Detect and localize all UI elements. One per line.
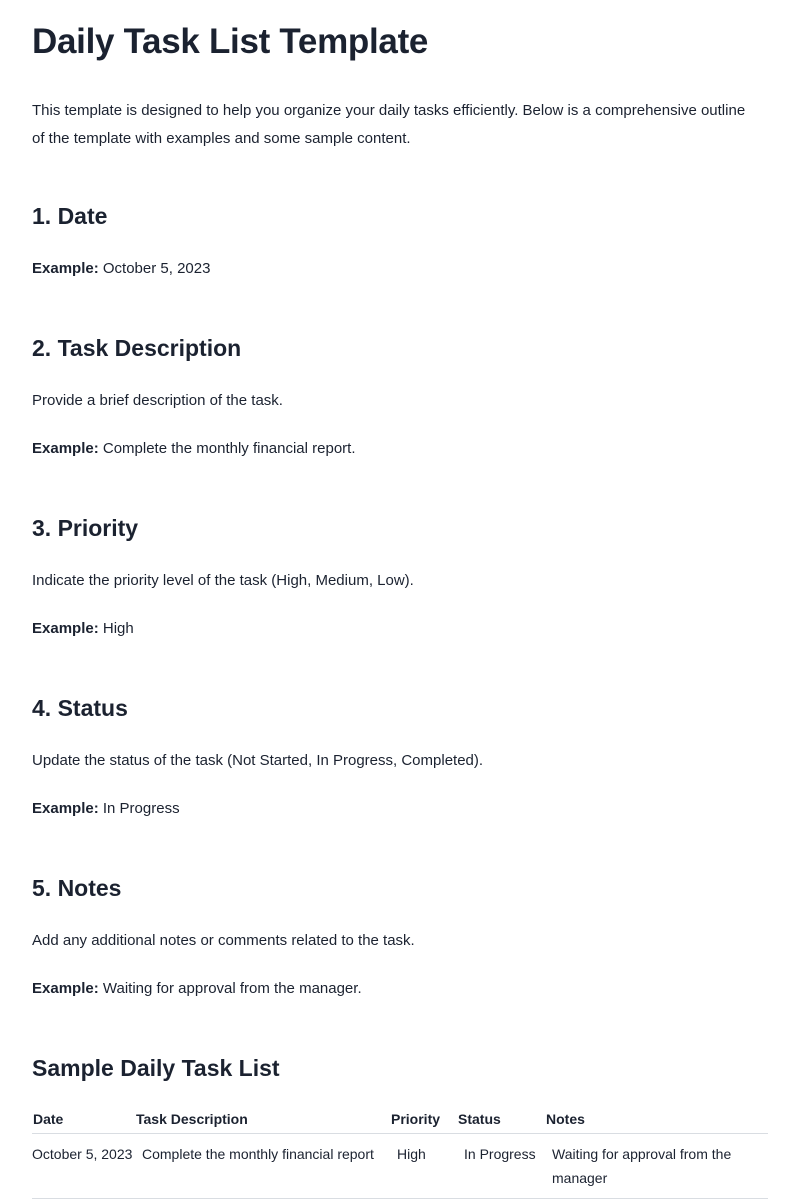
section-notes: [32, 873, 768, 1001]
section-description: Add any additional notes or comments related to the task.: [32, 932, 415, 949]
section-task-description: [32, 333, 768, 461]
intro-paragraph: This template is designed to help you organize your daily tasks efficiently. Below is a comprehensive outline of the template with examples and some sample content.: [32, 102, 746, 147]
table-row: [32, 1134, 768, 1199]
example-label: Example:: [32, 620, 99, 637]
section-example: [32, 617, 768, 641]
column-header-priority: Priority: [390, 1108, 457, 1134]
example-value: In Progress: [102, 800, 180, 817]
cell-priority: High: [390, 1134, 457, 1199]
cell-notes: Waiting for approval from the manager: [545, 1134, 768, 1199]
example-label: Example:: [32, 260, 99, 277]
section-example: [32, 797, 768, 821]
section-priority: [32, 513, 768, 641]
section-heading: Sample Daily Task List: [32, 1055, 280, 1081]
section-description: Update the status of the task (Not Started, In Progress, Completed).: [32, 752, 484, 769]
example-label: Example:: [32, 980, 99, 997]
section-example: [32, 257, 768, 281]
column-header-notes: Notes: [545, 1108, 768, 1134]
cell-status: In Progress: [457, 1134, 545, 1199]
example-value: Complete the monthly financial report.: [102, 440, 356, 457]
column-header-task-description: Task Description: [135, 1108, 390, 1134]
section-example: [32, 437, 768, 461]
section-description: Indicate the priority level of the task (High, Medium, Low).: [32, 572, 414, 589]
sample-task-table: [32, 1108, 768, 1199]
section-status: [32, 693, 768, 821]
page-title: Daily Task List Template: [32, 22, 429, 61]
example-value: October 5, 2023: [102, 260, 211, 277]
example-label: Example:: [32, 440, 99, 457]
section-heading: 4. Status: [32, 695, 128, 721]
section-heading: 1. Date: [32, 203, 108, 229]
cell-date: October 5, 2023: [32, 1134, 135, 1199]
column-header-date: Date: [32, 1108, 135, 1134]
table-header-row: [32, 1108, 768, 1134]
section-heading: 3. Priority: [32, 515, 139, 541]
example-value: High: [102, 620, 134, 637]
section-description: Provide a brief description of the task.: [32, 392, 283, 409]
section-heading: 5. Notes: [32, 875, 122, 901]
section-heading: 2. Task Description: [32, 335, 242, 361]
section-sample-list: [32, 1053, 768, 1083]
example-value: Waiting for approval from the manager.: [102, 980, 362, 997]
column-header-status: Status: [457, 1108, 545, 1134]
example-label: Example:: [32, 800, 99, 817]
section-example: [32, 977, 768, 1001]
section-date: [32, 201, 768, 281]
cell-task-description: Complete the monthly financial report: [135, 1134, 390, 1199]
